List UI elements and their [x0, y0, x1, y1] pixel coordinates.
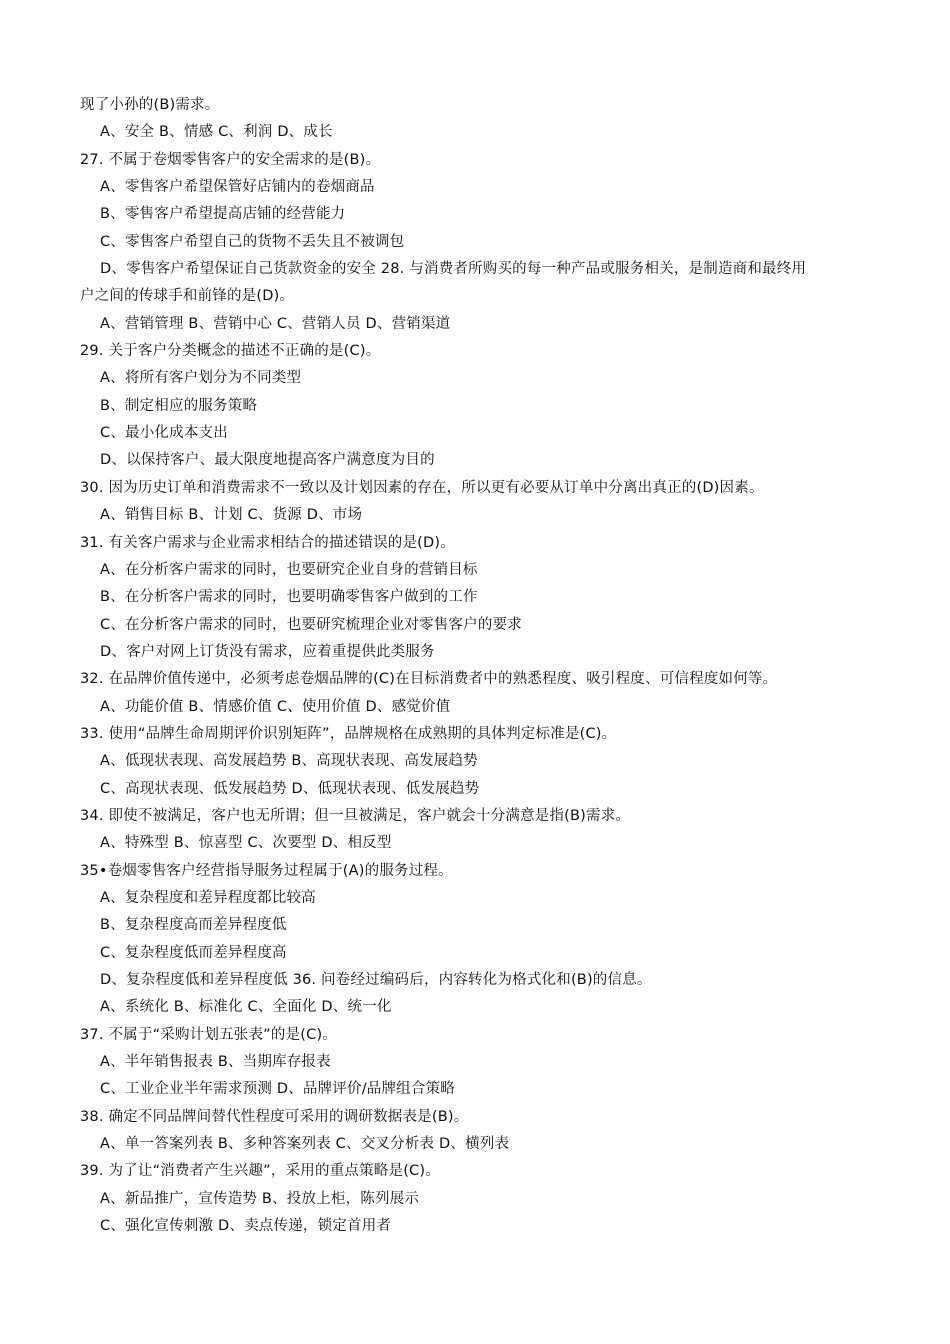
answer-options: A、半年销售报表 B、当期库存报表 — [100, 1054, 331, 1071]
answer-options: B、在分析客户需求的同时，也要明确零售客户做到的工作 — [100, 589, 478, 606]
question-stem: 33. 使用“品牌生命周期评价识别矩阵”，品牌规格在成熟期的具体判定标准是(C)。 — [80, 725, 617, 742]
answer-options: D、客户对网上订货没有需求，应着重提供此类服务 — [100, 643, 435, 660]
answer-options: A、功能价值 B、情感价值 C、使用价值 D、感觉价值 — [100, 698, 451, 715]
answer-options: A、营销管理 B、营销中心 C、营销人员 D、营销渠道 — [100, 315, 451, 332]
answer-options: A、复杂程度和差异程度都比较高 — [100, 889, 316, 906]
answer-options: C、在分析客户需求的同时，也要研究梳理企业对零售客户的要求 — [100, 616, 522, 633]
continued-text: 现了小孙的(B)需求。 — [80, 97, 220, 113]
answer-options: B、复杂程度高而差异程度低 — [100, 917, 287, 934]
answer-options: C、强化宣传刺激 D、卖点传递，锁定首用者 — [100, 1218, 392, 1235]
answer-options: D、以保持客户、最大限度地提高客户满意度为目的 — [100, 452, 435, 469]
answer-options: A、在分析客户需求的同时，也要研究企业自身的营销目标 — [100, 561, 478, 578]
question-stem: 35•卷烟零售客户经营指导服务过程属于(A)的服务过程。 — [80, 862, 453, 879]
answer-options: D、复杂程度低和差异程度低 36. 问卷经过编码后，内容转化为格式化和(B)的信息。 — [100, 972, 652, 988]
question-stem: 29. 关于客户分类概念的描述不正确的是(C)。 — [80, 343, 381, 360]
answer-options: A、将所有客户划分为不同类型 — [100, 370, 302, 387]
answer-options: A、销售目标 B、计划 C、货源 D、市场 — [100, 507, 363, 524]
question-stem: 39. 为了让“消费者产生兴趣”，采用的重点策略是(C)。 — [80, 1163, 440, 1180]
answer-options: A、单一答案列表 B、多种答案列表 C、交叉分析表 D、横列表 — [100, 1136, 510, 1153]
question-stem: 32. 在品牌价值传递中，必须考虑卷烟品牌的(C)在目标消费者中的熟悉程度、吸引程度、可信程度如何等。 — [80, 671, 778, 688]
answer-options: D、零售客户希望保证自己货款资金的安全 28. 与消费者所购买的每一种产品或服务相关，是制造商和最终用 — [100, 261, 807, 278]
answer-options: A、特殊型 B、惊喜型 C、次要型 D、相反型 — [100, 835, 392, 852]
answer-options: C、高现状表现、低发展趋势 D、低现状表现、低发展趋势 — [100, 780, 480, 797]
question-stem: 30. 因为历史订单和消费需求不一致以及计划因素的存在，所以更有必要从订单中分离出真正的(D)因素。 — [80, 479, 764, 496]
answer-options: C、复杂程度低而差异程度高 — [100, 944, 287, 961]
question-stem: 27. 不属于卷烟零售客户的安全需求的是(B)。 — [80, 151, 381, 168]
answer-options: A、低现状表现、高发展趋势 B、高现状表现、高发展趋势 — [100, 753, 478, 770]
question-stem: 34. 即使不被满足，客户也无所谓；但一旦被满足，客户就会十分满意是指(B)需求。 — [80, 807, 631, 824]
question-stem: 38. 确定不同品牌间替代性程度可采用的调研数据表是(B)。 — [80, 1108, 469, 1125]
document-body — [80, 92, 880, 1240]
answer-options: C、最小化成本支出 — [100, 425, 228, 442]
answer-options: A、新品推广，宣传造势 B、投放上柜，陈列展示 — [100, 1190, 420, 1207]
answer-options: A、安全 B、情感 C、利润 D、成长 — [100, 124, 333, 141]
answer-options: C、零售客户希望自己的货物不丢失且不被调包 — [100, 233, 405, 250]
question-stem: 37. 不属于“采购计划五张表”的是(C)。 — [80, 1026, 338, 1043]
answer-options: C、工业企业半年需求预测 D、品牌评价/品牌组合策略 — [100, 1081, 455, 1098]
question-stem: 31. 有关客户需求与企业需求相结合的描述错误的是(D)。 — [80, 534, 455, 551]
answer-options: B、零售客户希望提高店铺的经营能力 — [100, 206, 346, 223]
answer-options: A、系统化 B、标准化 C、全面化 D、统一化 — [100, 999, 392, 1016]
continued-text: 户之间的传球手和前锋的是(D)。 — [80, 288, 295, 305]
answer-options: A、零售客户希望保管好店铺内的卷烟商品 — [100, 179, 375, 196]
answer-options: B、制定相应的服务策略 — [100, 397, 258, 414]
